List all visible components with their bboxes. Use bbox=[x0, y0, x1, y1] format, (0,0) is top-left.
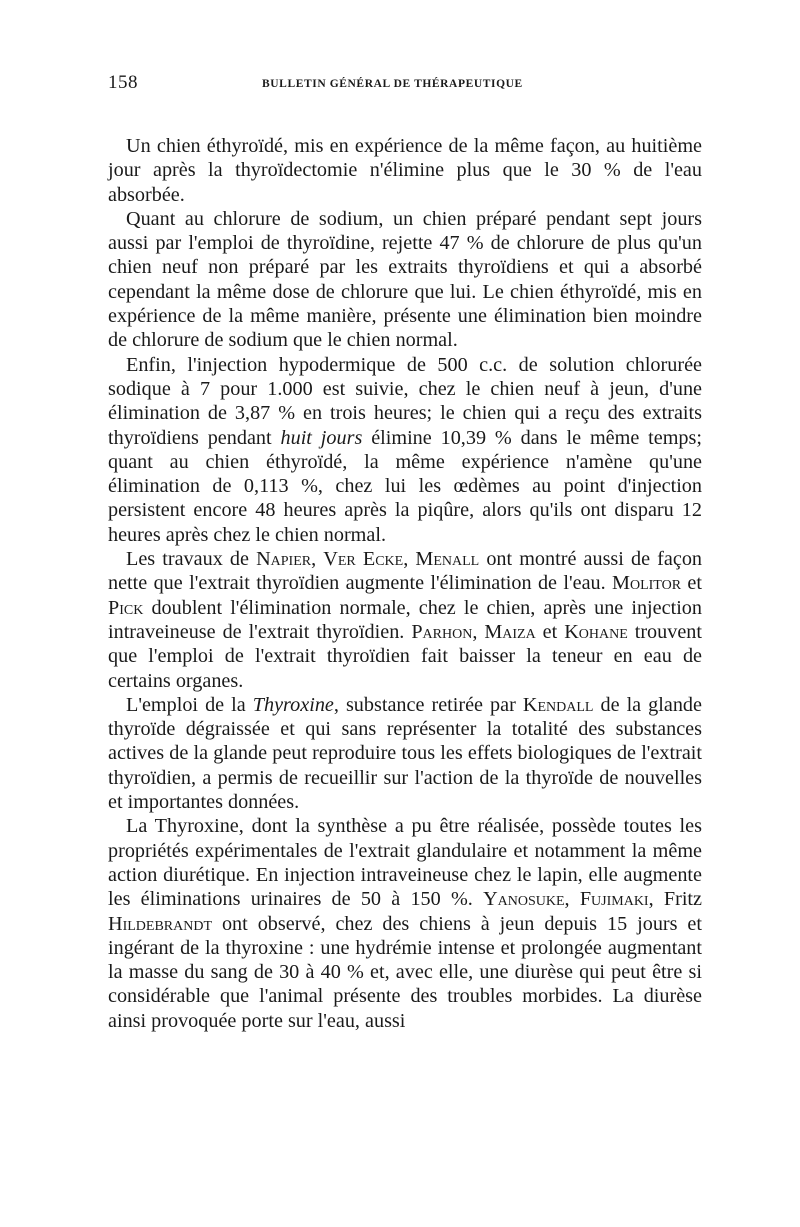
author-name: Menall bbox=[415, 548, 480, 571]
author-name: Napier bbox=[256, 548, 312, 571]
author-name: Maiza bbox=[484, 620, 536, 643]
author-name: Yanosuke bbox=[483, 888, 565, 911]
paragraph bbox=[108, 207, 702, 353]
book-page bbox=[108, 72, 702, 1033]
paragraph-text: L'emploi de la bbox=[126, 693, 253, 716]
paragraph-text: de la glande thyroïde dégraissée et qui sans représenter la totalité des substances actives de la glande peut reproduire tous les effets biologiques de l'extrait thyroïdien, a permis de recueillir sur l'action de la thyroïde de nouvelles et importantes données. bbox=[108, 693, 702, 814]
paragraph-text: Quant au chlorure de sodium, un chien préparé pendant sept jours aussi par l'emploi de thyroïdine, rejette 47 % de chlorure de plus qu'un chien neuf non préparé par les extraits thyroïdiens et qui a absorbé cependant la même dose de chlorure que lui. Le chien éthyroïdé, mis en expérience de la même manière, présente une élimination bien moindre de chlorure de sodium que le chien normal. bbox=[108, 207, 702, 352]
paragraph-text: ont observé, chez des chiens à jeun depuis 15 jours et ingérant de la thyroxine : une hydrémie intense et prolongée augmentant la masse du sang de 30 à 40 % et, avec elle, une diurèse qui peut être si considérable que l'animal présente des troubles morbides. La diurèse ainsi provoquée porte sur l'eau, aussi bbox=[108, 912, 702, 1032]
author-name: Fujimaki bbox=[579, 888, 649, 911]
paragraph bbox=[108, 547, 702, 693]
page-header bbox=[108, 72, 702, 104]
author-name: Kendall bbox=[522, 693, 594, 716]
running-head: BULLETIN GÉNÉRAL DE THÉRAPEUTIQUE bbox=[262, 78, 523, 90]
page-number: 158 bbox=[108, 72, 138, 93]
paragraph-text: doublent l'élimination normale, chez le chien, après une injection intraveineuse de l'extrait thyroïdien. bbox=[108, 596, 702, 643]
paragraph-text: et bbox=[535, 620, 565, 643]
italic-emphasis: huit jours bbox=[280, 426, 363, 449]
author-name: Hildebrandt bbox=[108, 912, 213, 935]
author-name: Parhon bbox=[411, 620, 473, 643]
paragraph bbox=[108, 353, 702, 547]
paragraph-text: Les travaux de bbox=[126, 548, 257, 571]
author-name: Ver Ecke bbox=[323, 548, 404, 571]
author-name: Molitor bbox=[612, 572, 682, 595]
italic-emphasis: Thyroxine bbox=[252, 693, 334, 716]
body-text bbox=[108, 134, 702, 1033]
paragraph-text: , Fritz bbox=[648, 888, 702, 911]
paragraph bbox=[108, 134, 702, 207]
author-name: Pick bbox=[108, 596, 144, 619]
paragraph-text: , bbox=[403, 548, 416, 571]
paragraph-text: Enfin, l'injection hypodermique de 500 c.c. de solution chlorurée sodique à 7 pour 1.000 est suivie, chez le chien neuf à jeun, d'une élimination de 3,87 % en trois heures; le chien qui a reçu des extraits thyroïdiens pendant bbox=[108, 353, 702, 449]
paragraph-text: , bbox=[311, 548, 324, 571]
paragraph-text: Un chien éthyroïdé, mis en expérience de la même façon, au huitième jour après la thyroïdectomie n'élimine plus que le 30 % de l'eau absorbée. bbox=[108, 135, 702, 206]
paragraph bbox=[108, 814, 702, 1033]
paragraph-text: , bbox=[564, 888, 580, 911]
paragraph-text: trouvent que l'emploi de l'extrait thyroïdien fait baisser la teneur en eau de certains organes. bbox=[108, 620, 702, 692]
paragraph-text: La Thyroxine, dont la synthèse a pu être réalisée, possède toutes les propriétés expérimentales de l'extrait glandulaire et notamment la même action diurétique. En injection intraveineuse chez le lapin, elle augmente les éliminations urinaires de 50 à 150 %. bbox=[108, 815, 702, 911]
author-name: Kohane bbox=[564, 620, 628, 643]
paragraph bbox=[108, 693, 702, 814]
paragraph-text: et bbox=[681, 572, 702, 595]
paragraph-text: élimine 10,39 % dans le même temps; quant au chien éthyroïdé, la même expérience n'amène qu'une élimination de 0,113 %, chez lui les œdèmes au point d'injection persistent encore 48 heures après la piqûre, alors qu'ils ont disparu 12 heures après chez le chien normal. bbox=[108, 426, 702, 546]
paragraph-text: ont montré aussi de façon nette que l'extrait thyroïdien augmente l'élimination de l'eau. bbox=[108, 548, 703, 595]
paragraph-text: , substance retirée par bbox=[333, 693, 523, 716]
paragraph-text: , bbox=[472, 620, 485, 643]
